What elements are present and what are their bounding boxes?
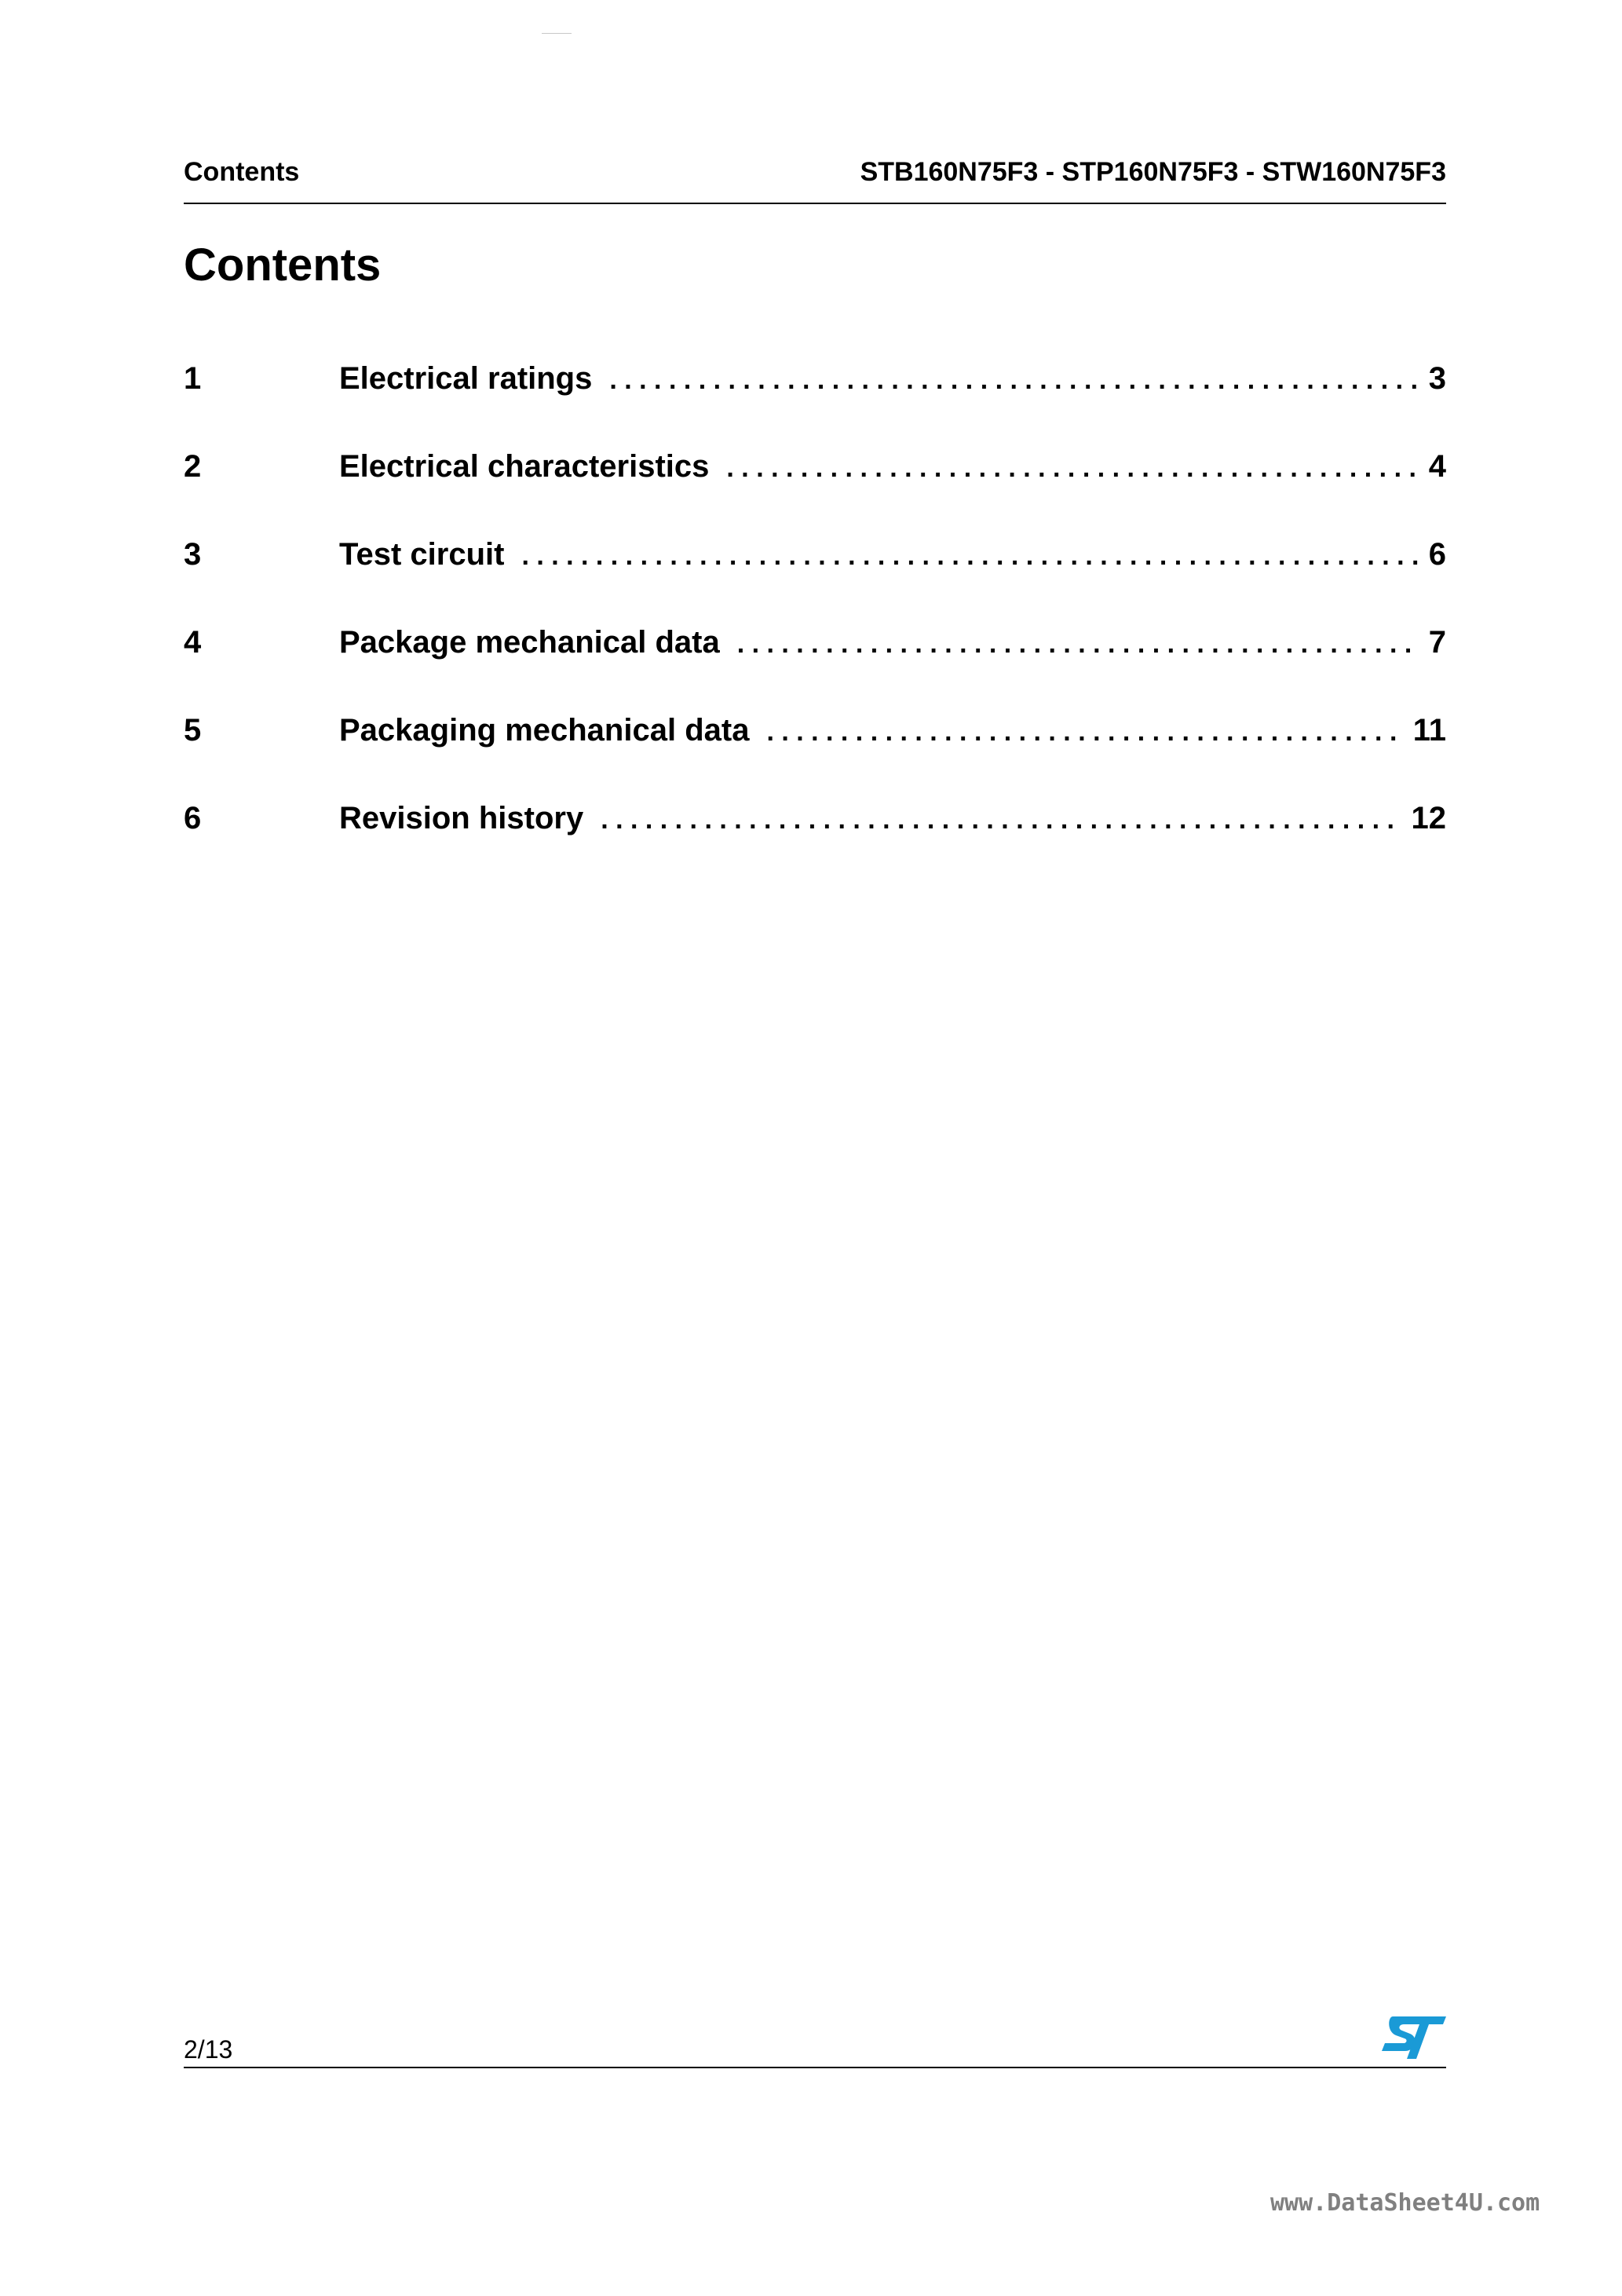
toc-entry[interactable] <box>184 361 1446 449</box>
toc-entry-page[interactable]: 6 <box>1428 537 1446 572</box>
toc-entry-title[interactable]: Electrical ratings <box>339 361 593 396</box>
toc-entry-page[interactable]: 4 <box>1428 449 1446 484</box>
toc-entry-page[interactable]: 7 <box>1428 625 1446 660</box>
header-rule <box>184 203 1446 204</box>
toc-entry-number: 2 <box>184 449 202 484</box>
toc-entry[interactable] <box>184 449 1446 537</box>
toc-entry-number: 5 <box>184 713 202 748</box>
toc-entry[interactable] <box>184 713 1446 801</box>
toc-entry-page[interactable]: 11 <box>1412 713 1446 748</box>
toc-entry-number: 1 <box>184 361 202 396</box>
toc-entry-page[interactable]: 12 <box>1411 801 1446 835</box>
toc-leader <box>601 801 1400 836</box>
toc-entry-title[interactable]: Electrical characteristics <box>339 449 710 484</box>
toc-entry-title[interactable]: Packaging mechanical data <box>339 713 750 748</box>
page-header <box>184 157 1446 204</box>
watermark-text[interactable]: www.DataSheet4U.com <box>1270 2189 1540 2217</box>
toc-entry-number: 3 <box>184 537 202 572</box>
header-section: Contents <box>184 157 300 187</box>
toc-entry[interactable] <box>184 625 1446 713</box>
footer-page-number: 2/13 <box>184 2035 233 2064</box>
toc-entry-title[interactable]: Test circuit <box>339 537 505 572</box>
top-mark <box>542 33 572 36</box>
toc-entry-number: 6 <box>184 801 202 835</box>
toc-entry-title[interactable]: Package mechanical data <box>339 625 720 660</box>
toc-entry[interactable] <box>184 801 1446 889</box>
footer-rule <box>184 2067 1446 2068</box>
toc-entry-title[interactable]: Revision history <box>339 801 584 835</box>
st-logo-icon <box>1382 2016 1446 2059</box>
toc-entry[interactable] <box>184 537 1446 625</box>
toc-leader <box>766 713 1401 748</box>
toc-leader <box>609 361 1417 397</box>
page-title: Contents <box>184 239 382 291</box>
toc-leader <box>521 537 1417 572</box>
toc-leader <box>737 625 1418 660</box>
toc-leader <box>726 449 1417 484</box>
toc-entry-number: 4 <box>184 625 202 660</box>
table-of-contents <box>184 361 1446 889</box>
header-product: STB160N75F3 - STP160N75F3 - STW160N75F3 <box>860 157 1446 187</box>
toc-entry-page[interactable]: 3 <box>1428 361 1446 396</box>
